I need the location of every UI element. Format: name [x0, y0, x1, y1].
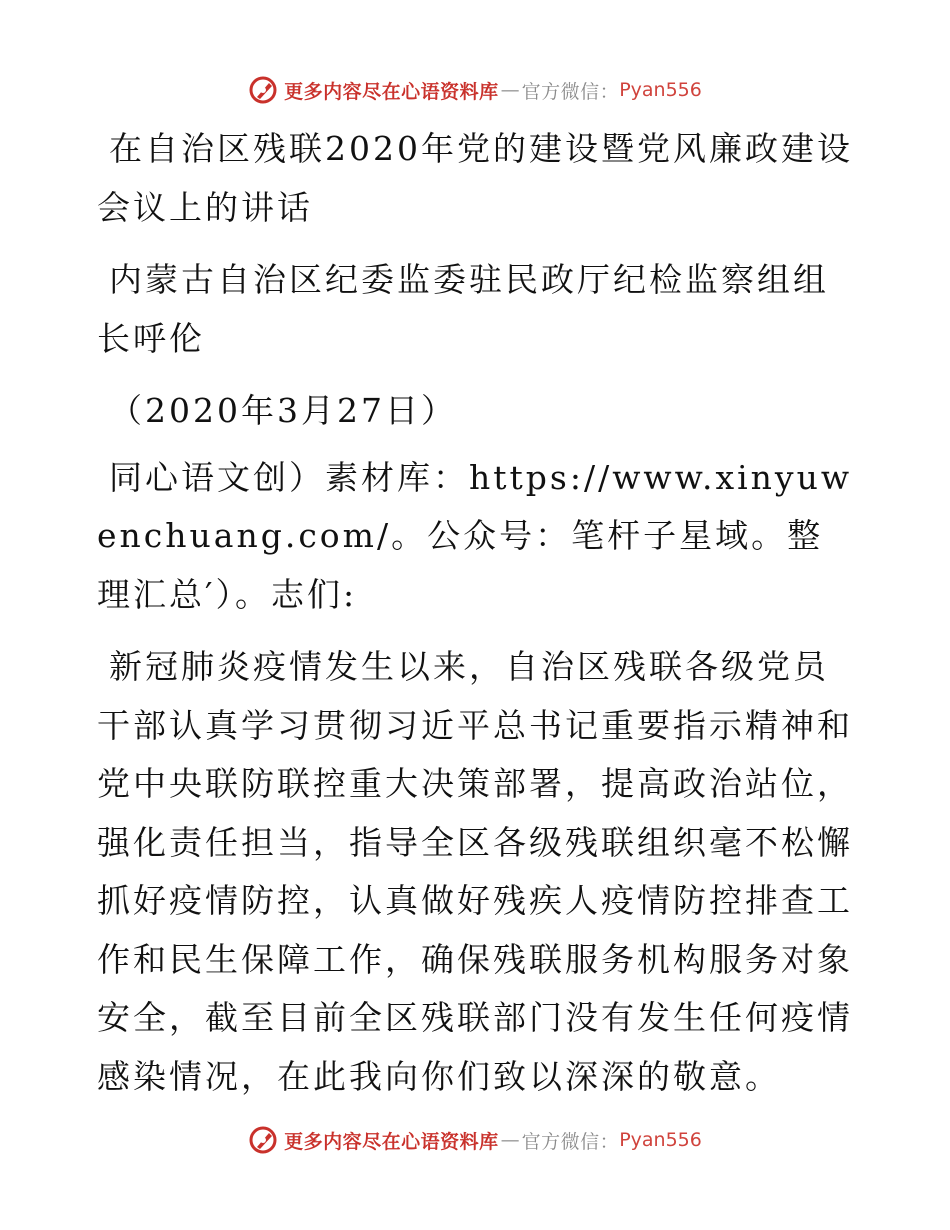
watermark-separator: — [500, 1129, 520, 1151]
document-title: 在自治区残联2020年党的建设暨党风廉政建设会议上的讲话 [97, 129, 853, 227]
watermark-official: 官方微信： [521, 80, 620, 103]
document-body-paragraph: 新冠肺炎疫情发生以来，自治区残联各级党员干部认真学习贯彻习近平总书记重要指示精神和党中央联防联控重大决策部署，提高政治站位，强化责任担当，指导全区各级残联组织毫不松懈抓好疫情防控，认真做好残疾人疫情防控排查工作和民生保障工作，确保残联服务机构服务对象安全，截至目前全区残联部门没有发生任何疫情感染情况，在此我向你们致以深深的敬意。 [97, 647, 853, 1096]
header-watermark [0, 70, 950, 110]
footer-watermark [0, 1120, 950, 1160]
watermark-official: 官方微信： [521, 1130, 620, 1153]
watermark-brand: 更多内容尽在心语资料库 [284, 1130, 499, 1153]
pen-circle-logo-icon [248, 1125, 278, 1155]
watermark-wechat-id: Pyan556 [619, 1129, 702, 1151]
watermark-separator: — [500, 79, 520, 101]
watermark-brand: 更多内容尽在心语资料库 [284, 80, 499, 103]
watermark-wechat-id: Pyan556 [619, 79, 702, 101]
document-body [97, 120, 857, 1106]
document-speaker: 内蒙古自治区纪委监委驻民政厅纪检监察组组长呼伦 [97, 260, 829, 358]
pen-circle-logo-icon [248, 75, 278, 105]
document-date: （2020年3月27日） [109, 391, 457, 430]
document-source-line: 同心语文创）素材库：https://www.xinyuwenchuang.com/。公众号：笔杆子星域。整理汇总′）。志们: [97, 457, 853, 614]
